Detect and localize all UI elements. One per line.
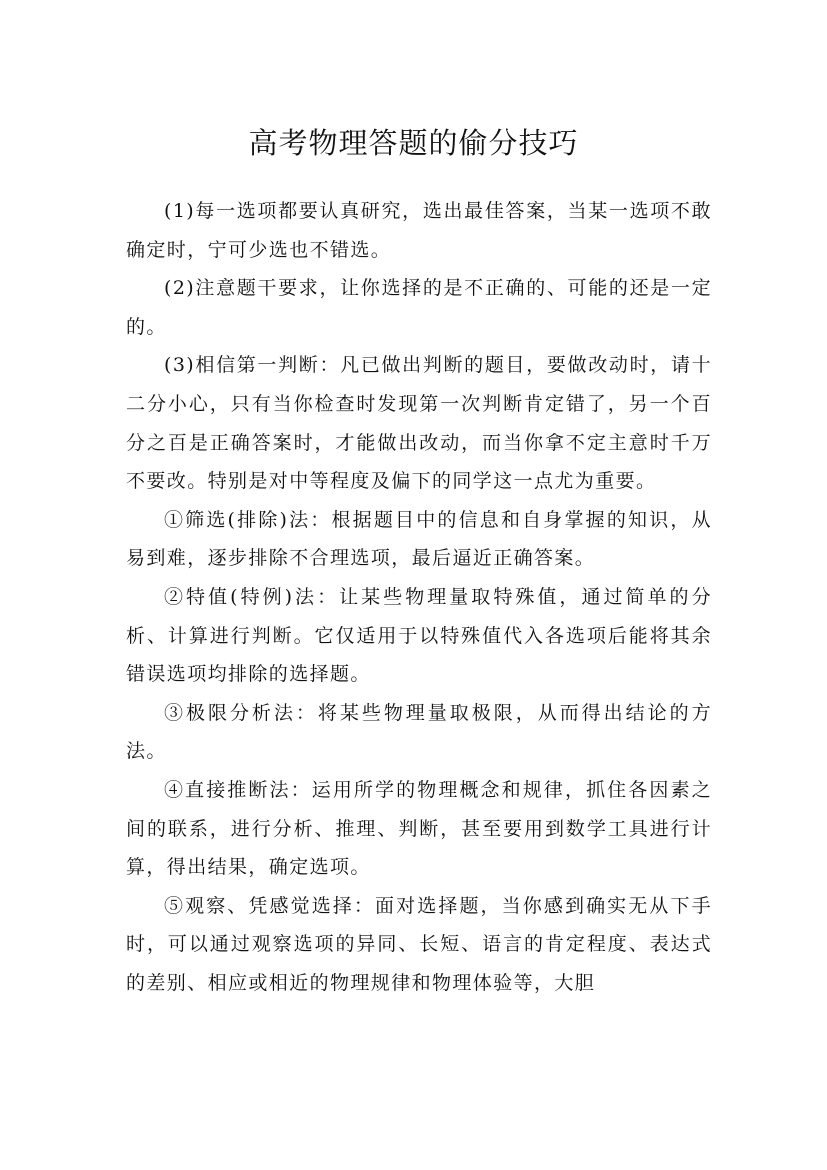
paragraph-method-direct-inference: ④直接推断法：运用所学的物理概念和规律，抓住各因素之间的联系，进行分析、推理、判断，甚至要用到数学工具进行计算，得出结果，确定选项。 <box>126 778 712 879</box>
paragraph-method-observation: ⑤观察、凭感觉选择：面对选择题，当你感到确实无从下手时，可以通过观察选项的异同、长短、语言的肯定程度、表达式的差别、相应或相近的物理规律和物理体验等，大胆 <box>126 894 712 994</box>
paragraph-method-special-value: ②特值(特例)法：让某些物理量取特殊值，通过简单的分析、计算进行判断。它仅适用于以特殊值代入各选项后能将其余错误选项均排除的选择题。 <box>126 585 712 686</box>
paragraph-method-limit-analysis: ③极限分析法：将某些物理量取极限，从而得出结论的方法。 <box>126 701 712 763</box>
paragraph-tip-1: (1)每一选项都要认真研究，选出最佳答案，当某一选项不敢确定时，宁可少选也不错选。 <box>126 200 712 261</box>
paragraph-tip-3: (3)相信第一判断：凡已做出判断的题目，要做改动时，请十二分小心，只有当你检查时发现第一次判断肯定错了，另一个百分之百是正确答案时，才能做出改动，而当你拿不定主意时千万不要改。特别是对中等程度及偏下的同学这一点尤为重要。 <box>126 354 712 493</box>
paragraph-method-elimination: ①筛选(排除)法：根据题目中的信息和自身掌握的知识，从易到难，逐步排除不合理选项，最后逼近正确答案。 <box>126 508 712 570</box>
paragraph-tip-2: (2)注意题干要求，让你选择的是不正确的、可能的还是一定的。 <box>126 277 712 338</box>
document-title: 高考物理答题的偷分技巧 <box>248 126 579 161</box>
document-body <box>126 192 712 1002</box>
